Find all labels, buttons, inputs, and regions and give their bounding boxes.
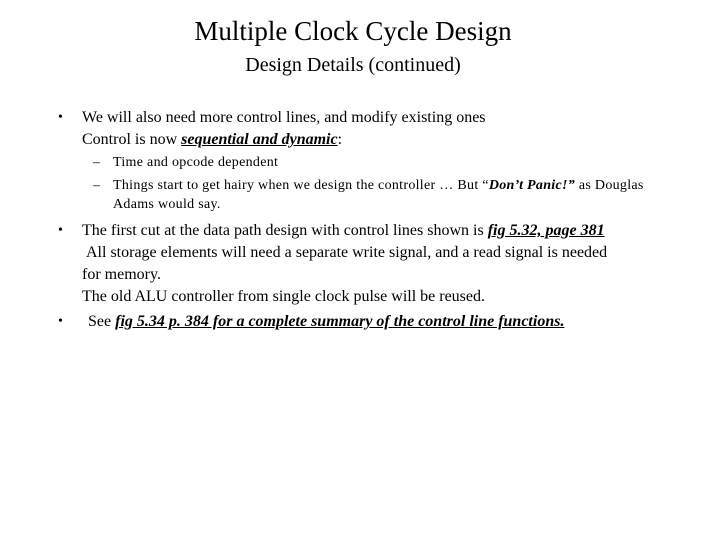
- bullet-2-line-3: for memory.: [82, 266, 161, 283]
- bullet-1-line-2-suffix: :: [337, 131, 343, 148]
- bullet-2-line-4: The old ALU controller from single clock pulse will be reused.: [82, 288, 486, 305]
- bullet-2-line-1: [82, 220, 692, 242]
- sub-bullet-2-text: [113, 176, 713, 214]
- slide-title: Multiple Clock Cycle Design: [194, 16, 512, 46]
- sub-bullet-2-suffix: as Douglas: [575, 178, 644, 193]
- bullet-3-text: [82, 311, 692, 333]
- bullet-marker: •: [58, 314, 63, 329]
- bullet-2-line-1-prefix: The first cut at the data path design with control lines shown is: [82, 222, 488, 239]
- sub-bullet-2-line-2: Adams would say.: [113, 197, 221, 212]
- bullet-marker: •: [58, 110, 63, 125]
- bullet-3-prefix: See: [88, 313, 116, 330]
- bullet-2-text: [82, 220, 692, 308]
- sub-bullet-marker: –: [93, 155, 100, 170]
- bullet-3-emphasis: fig 5.34 p. 384 for a complete summary of the control line functions.: [115, 313, 565, 330]
- slide-subtitle: Design Details (continued): [245, 54, 461, 76]
- sub-bullet-2-line-1: [113, 176, 713, 195]
- bullet-1-text: [82, 107, 692, 151]
- bullet-1-emphasis: sequential and dynamic: [181, 131, 338, 148]
- bullet-1-line-1: We will also need more control lines, and modify existing ones: [82, 109, 486, 126]
- bullet-2-line-2: All storage elements will need a separate write signal, and a read signal is needed: [86, 244, 608, 261]
- bullet-1-line-2-prefix: Control is now: [82, 131, 182, 148]
- sub-bullet-2-prefix: Things start to get hairy when we design the controller … But “: [113, 178, 489, 193]
- bullet-2-emphasis: fig 5.32, page 381: [487, 222, 605, 239]
- sub-bullet-1-text: Time and opcode dependent: [113, 155, 279, 170]
- sub-bullet-marker: –: [93, 178, 100, 193]
- bullet-1-line-2: [82, 129, 692, 151]
- bullet-marker: •: [58, 223, 63, 238]
- bullet-3-line-1: [82, 311, 692, 333]
- sub-bullet-2-emphasis: Don’t Panic!”: [488, 178, 576, 193]
